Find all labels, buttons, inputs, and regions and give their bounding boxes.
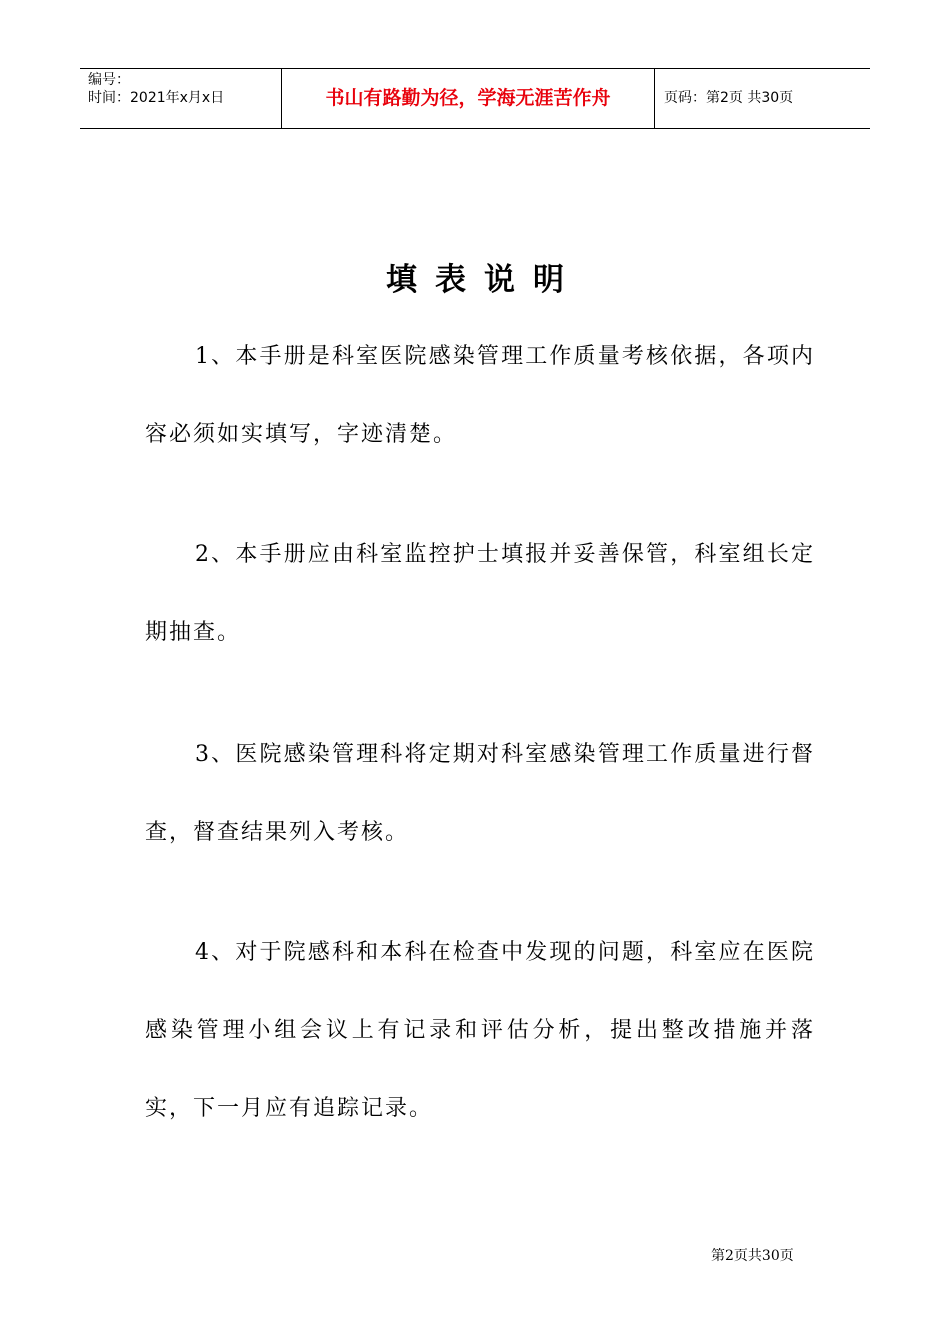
time-label: 时间：2021年x月x日 <box>88 90 225 106</box>
header-left <box>88 71 224 107</box>
paragraph-4: 4、对于院感科和本科在检查中发现的问题，科室应在医院感染管理小组会议上有记录和评估分析，提出整改措施并落实，下一月应有追踪记录。 <box>145 940 815 1121</box>
serial-label: 编号： <box>88 72 130 88</box>
paragraph-1: 1、本手册是科室医院感染管理工作质量考核依据，各项内容必须如实填写，字迹清楚。 <box>145 344 815 447</box>
header-page-info: 页码：第2页 共30页 <box>664 90 794 106</box>
header-divider <box>654 69 655 128</box>
page-footer: 第2页共30页 <box>711 1248 794 1264</box>
document-title: 填表说明 <box>386 262 582 298</box>
paragraph-3: 3、医院感染管理科将定期对科室感染管理工作质量进行督查，督查结果列入考核。 <box>145 742 815 845</box>
header-motto: 书山有路勤为径，学海无涯苦作舟 <box>325 87 611 109</box>
paragraph-2: 2、本手册应由科室监控护士填报并妥善保管，科室组长定期抽查。 <box>145 542 815 645</box>
page-header <box>80 68 870 129</box>
